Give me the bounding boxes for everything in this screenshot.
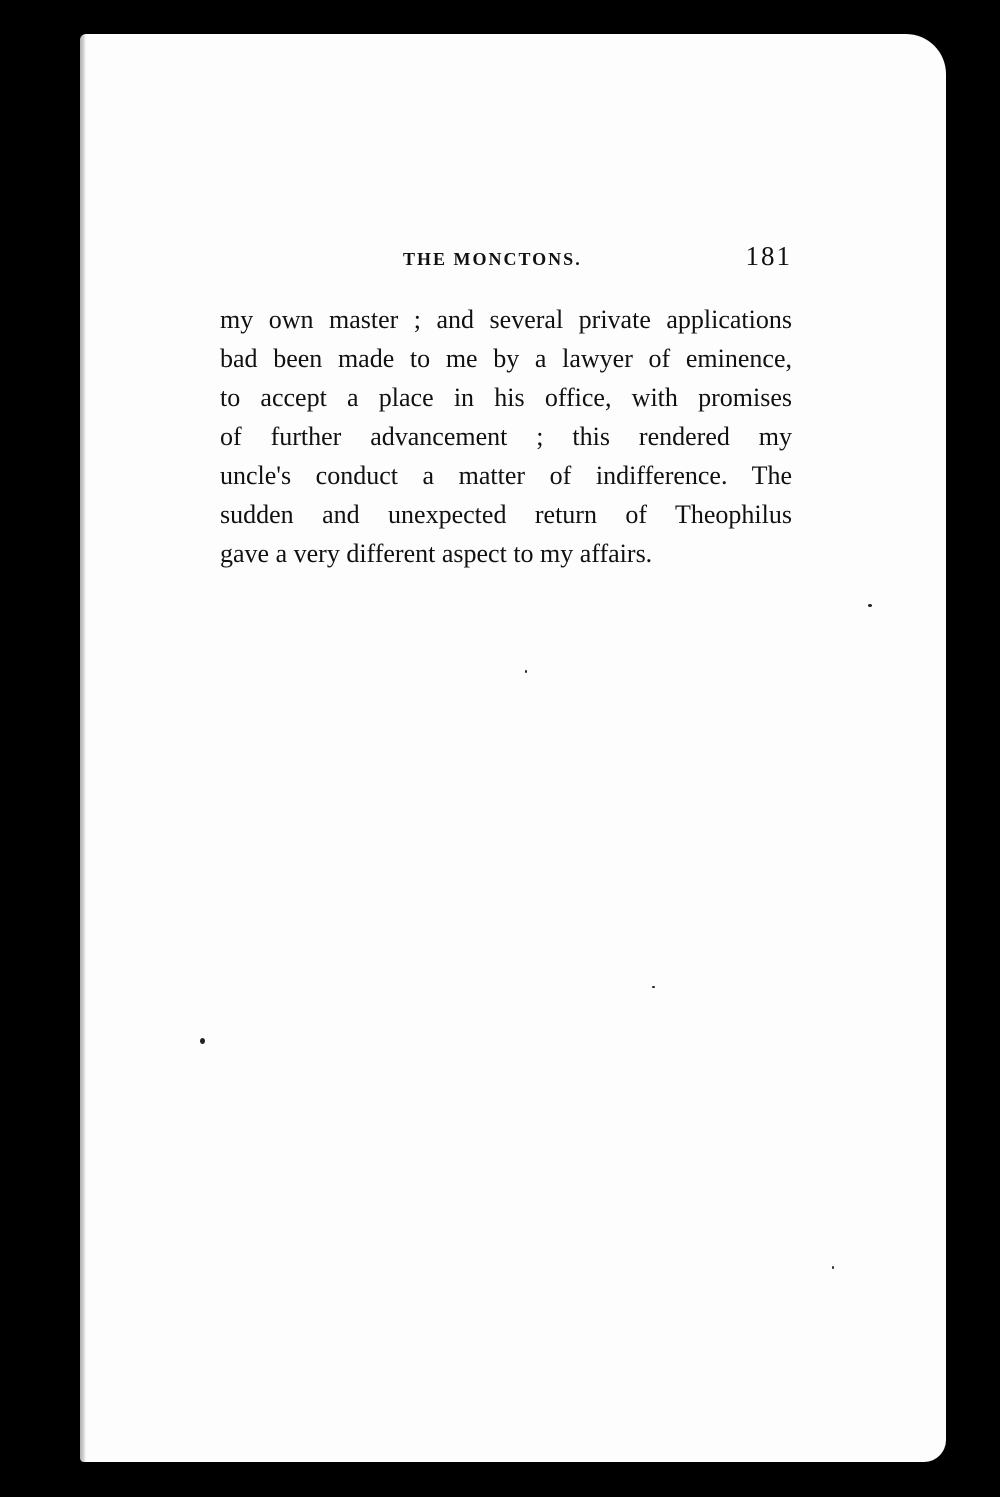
book-page <box>80 34 946 1462</box>
scan-speck <box>652 986 655 988</box>
text-line: my own master ; and several private applications <box>220 305 792 334</box>
page-header <box>220 241 792 281</box>
page-number: 181 <box>745 241 792 271</box>
text-line: bad been made to me by a lawyer of eminence, <box>220 344 792 373</box>
body-paragraph <box>220 300 792 573</box>
binding-shadow <box>80 34 86 1462</box>
scan-speck <box>832 1266 834 1269</box>
text-line: uncle's conduct a matter of indifference. The <box>220 461 792 490</box>
scan-speck <box>200 1038 205 1044</box>
scan-speck <box>868 604 872 607</box>
text-line: of further advancement ; this rendered my <box>220 422 792 451</box>
text-line: sudden and unexpected return of Theophilus <box>220 500 792 529</box>
text-line: gave a very different aspect to my affairs. <box>220 539 653 568</box>
text-line: to accept a place in his office, with promises <box>220 383 792 412</box>
running-title: THE MONCTONS. <box>403 249 582 269</box>
scan-speck <box>525 670 527 673</box>
